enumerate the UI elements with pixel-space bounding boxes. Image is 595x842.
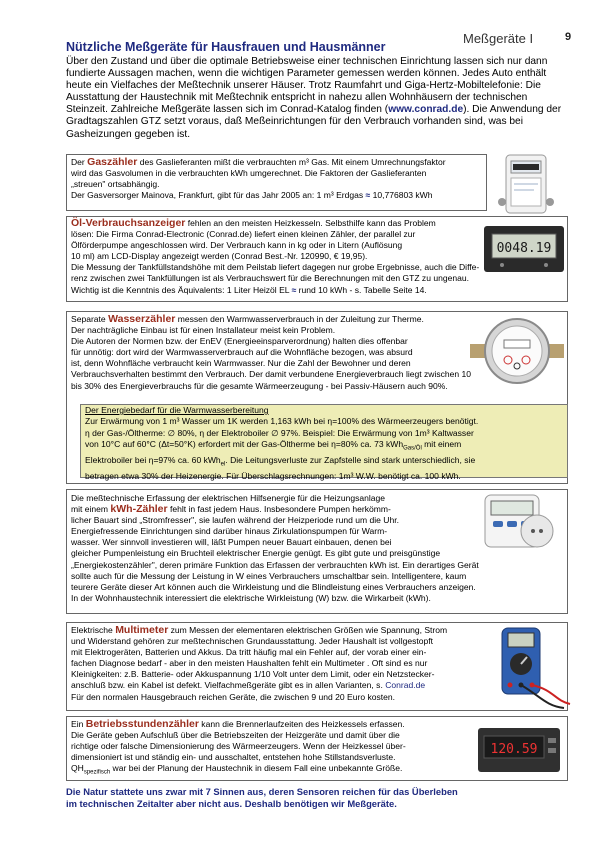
water-meter-icon (470, 316, 564, 386)
water-meter-keyword: Wasserzähler (108, 313, 176, 325)
oil-counter-box: Öl-Verbrauchsanzeiger fehlen an den meisten Heizkesseln. Selbsthilfe kann das Problem lösen: Die Firma Conrad-Electronic (Conrad.de) liefert einen kleinen Zähler, der parallel zur Ölförderpumpe angeschlossen wird. Der Verbrauch kann in kg oder in Litern (Auflösung 10 ml) am LCD-Display angezeigt werden (Conrad Best.-Nr. 120990, € 19,95). Die Messung der Tankfüllstandshöhe mit dem Peilstab liefert dagegen nur grobe Ergebnisse, auch die Diffe- renz zwischen zwei Tankfüllungen ist als Verbrauchswert für die Berechnungen mit den GTZ zu ungenau. Wichtig ist die Kenntnis des Äquivalents: 1 Liter Heizöl EL ≈ rund 10 kWh - s. Tabelle Seite 14. (66, 216, 568, 302)
intro-paragraph: Über den Zustand und über die optimale Betriebsweise einer technischen Einrichtung lassen sich nur dann fundierte Aussagen machen, wenn die wichtigen Parameter gemessen werden können. Jedes Auto enthält heute ein Vielfaches der Meßtechnik unserer Häuser. Trotz Raumfahrt und Giga-Hertz-Mobiltelefonie: Die Ausstattung der Haustechnik mit Meßtechnik entspricht in nahezu allen Wohnhäusern der technischen Steinzeit. Zahlreiche Meßgeräte lassen sich im Conrad-Katalog finden (www.conrad.de). Die Anwendung der Gradtagszahlen GTZ setzt voraus, daß Meßeinrichtungen für den Verbrauch vorhanden sind, was bei Gasheizungen gegeben ist. (66, 56, 562, 140)
conrad-reference: Conrad.de (385, 680, 426, 691)
energy-demand-box: Der Energiebedarf für die Warmwasserbereitung Zur Erwärmung von 1 m³ Wasser um 1K werden 1,163 kWh bei η=100% des Wärmeerzeugers benötigt. η der Gas-/Öltherme: ∅ 80%, η der Elektroboiler ∅ 97%. Beispiel: Die Erwärmung von 1m³ Kaltwasser von 10°C auf 60°C (Δt=50°K) erfordert mit der Gas-Öltherme bei η=80% ca. 73 kWh$_{Gas/Öl}$ mit einem Elektroboiler bei η=97% ca. 60 kWh$_{el}$. Die Leitungsverluste zur Zapfstelle sind stark unterschiedlich, sie betragen etwa 30% der Heizenergie. Für Überschlagsrechnungen: 1m³ W.W. benötigt ca. 100 kWh. (80, 404, 568, 478)
hour-counter-display: 120.59 (490, 742, 538, 757)
energy-demand-title: Der Energiebedarf für die Warmwasserbereitung (85, 405, 269, 415)
kwh-meter-box: Die meßtechnische Erfassung der elektrischen Hilfsenergie für die Heizungsanlage mit einem kWh-Zähler fehlt in fast jedem Haus. Insbesondere Pumpen herkömm- licher Bauart sind „Stromfresser", sie laufen während der Heizperiode rund um die Uhr. Energiefressende Einrichtungen sind darüber hinaus Zirkulationspumpen für Warm- wasser. Wer sinnvoll investieren will, läßt Pumpen neuer Bauart einbauen, denen bei gleicher Pumpenleistung ein Bruchteil elektrischer Energie genügt. Es gibt gute und preisgünstige „Energiekostenzähler", deren primäre Funktion das Erfassen der verbrauchten kWh ist. Ein derartiges Gerät sollte auch für die Messung der Leistung in W eines Verbrauchers umschaltbar sein. Intelligentere, kaum teurere Geräte dieser Art können auch die Wirkleistung und die Blindleistung eines Verbrauchers anzeigen. In der Wohnhaustechnik interessiert die elektrische Wirkleistung (W) bzw. die Wirkarbeit (kWh). (66, 489, 568, 614)
oil-counter-keyword: Öl-Verbrauchsanzeiger (71, 217, 186, 229)
oil-counter-display: 0048.19 (496, 241, 552, 256)
page-number: 9 (565, 31, 572, 43)
hour-counter-icon (476, 722, 562, 776)
gas-meter-keyword: Gaszähler (87, 156, 138, 168)
hour-counter-box: Ein Betriebsstundenzähler kann die Brennerlaufzeiten des Heizkessels erfassen. Die Geräte geben Aufschluß über die Betriebszeiten der Heizgeräte und damit über die richtige oder falsche Dimensionierung des Wärmeerzeugers. Wenn der Heizkessel über- dimensioniert ist und ständig ein- und ausschaltet, entstehen hohe Stillstandsverluste. $QH_{spezifisch}$ war bei der Planung der Haustechnik in diesem Fall eine unbekannte Größe. (66, 716, 568, 781)
section-label: Meßgeräte I (463, 31, 534, 46)
gas-meter-icon (494, 152, 558, 216)
water-meter-box: Separate Wasserzähler messen den Warmwasserverbrauch in der Zuleitung zur Therme. Der nachträgliche Einbau ist für einen Installateur meist kein Problem. Die Autoren der Normen bzw. der EnEV (Energieeinsparverordnung) halten dies offenbar für unnötig: dort wird der Warmwasserverbrauch auf die Wohnfläche bezogen, was absurd ist, denn Wohnfläche verbraucht kein Warmwasser. Nur die Zahl der Bewohner und deren Verbrauchsverhalten bestimmt den Verbrauch. Der damit verbundene Energieverbrauch liegt zwischen 10 bis 30% des Energieverbrauchs für die gesamte Wärmeerzeugung - bei Passiv-Häusern auch 90%. (66, 311, 568, 484)
multimeter-keyword: Multimeter (115, 624, 169, 636)
hour-counter-keyword: Betriebsstundenzähler (85, 718, 199, 730)
energy-cost-meter-icon (481, 491, 559, 551)
oil-counter-icon (482, 222, 566, 276)
conrad-link[interactable]: www.conrad.de (388, 104, 464, 116)
page-title: Nützliche Meßgeräte für Hausfrauen und Hausmänner (66, 40, 386, 54)
footer-note: Die Natur stattete uns zwar mit 7 Sinnen aus, deren Sensoren reichen für das Überleben im technischen Zeitalter aber nicht aus. Deshalb benötigen wir Meßgeräte. (66, 786, 458, 809)
gas-meter-box: Der Gaszähler des Gaslieferanten mißt die verbrauchten m³ Gas. Mit einem Umrechnungsfaktor wird das Gasvolumen in die verbrauchten kWh umgerechnet. Die Faktoren der Gaslieferanten „streuen" ortsabhängig. Der Gasversorger Mainova, Frankfurt, gibt für das Jahr 2005 an: 1 m³ Erdgas ≈ 10,776803 kWh (66, 154, 487, 211)
multimeter-icon (494, 624, 574, 710)
kwh-meter-keyword: kWh-Zähler (110, 503, 168, 516)
multimeter-box: Elektrische Multimeter zum Messen der elementaren elektrischen Größen wie Spannung, Strom und Widerstand gehören zur meßtechnischen Grundausstattung. Jeder Haushalt ist vollgestopft mit Elektrogeräten, Batterien und Akkus. Da tritt häufig mal ein Fehler auf, der vorab einer ein- fachen Diagnose bedarf - aber in den meisten Haushalten fehlt ein Multimeter . Oft sind es nur Kleinigkeiten: z.B. Batterie- oder Akkuspannung 1/10 Volt unter dem Limit, oder ein Netzstecker- anschluß bzw. ein Kabel ist defekt. Vielfachmeßgeräte gibt es in allen Varianten, s. Conrad.de Für den normalen Hausgebrauch reichen Geräte, die zwischen 9 und 20 Euro kosten. (66, 622, 568, 711)
